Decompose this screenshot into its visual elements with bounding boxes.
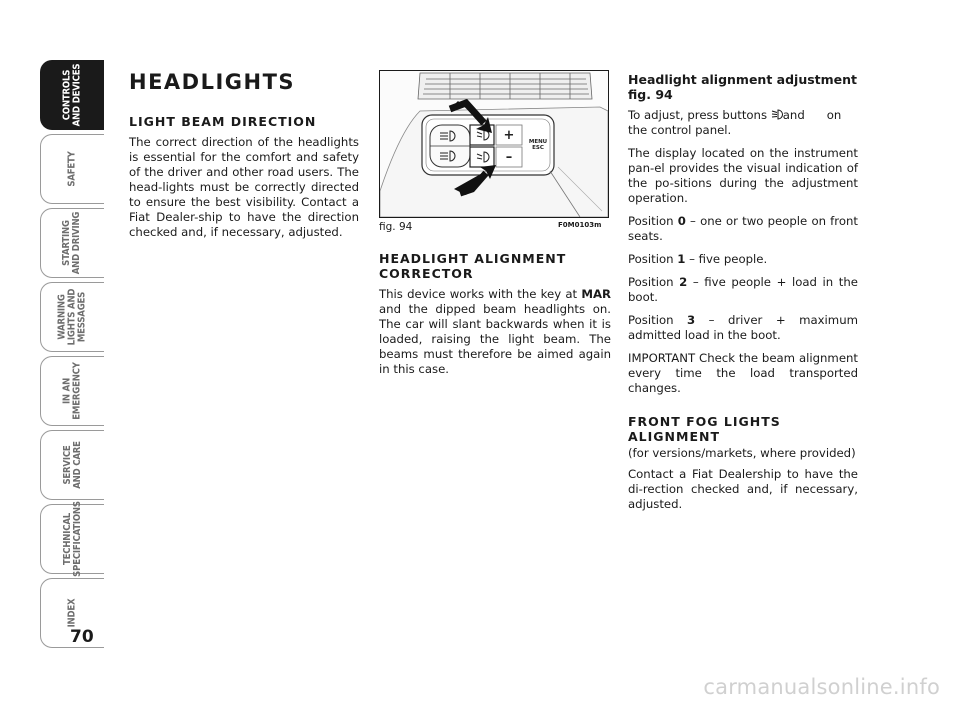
corrector-text-2: and the dipped beam headlights on. The car will slant backwards when it is loaded, raising the light beam. The beams must therefore be aimed again in this case. — [379, 302, 611, 376]
tab-warning-lights[interactable] — [40, 282, 104, 352]
position-2 — [628, 275, 858, 305]
adjust-text-1: To adjust, press buttons — [628, 108, 771, 122]
position-text: – five people + load in the boot. — [628, 275, 858, 304]
position-text: – driver + maximum admitted load in the boot. — [628, 313, 858, 342]
section-heading-fog-lights: FRONT FOG LIGHTS ALIGNMENT — [628, 414, 781, 444]
light-beam-paragraph: The correct direction of the headlights is essential for the comfort and safety of the driver and other road users. The head-lights must be correctly directed to ensure the best visibility. Contact a Fiat Dealer-ship to have the direction checked and, if necessary, adjusted. — [129, 135, 359, 239]
display-paragraph: The display located on the instrument pan-el provides the visual indication of the po-sitions during the adjustment operation. — [628, 146, 858, 205]
page-title: HEADLIGHTS — [129, 70, 296, 94]
control-panel-illustration — [380, 71, 608, 217]
tab-controls-and-devices[interactable] — [40, 60, 104, 130]
adjust-text-and: and — [782, 108, 805, 122]
fog-subtitle: (for versions/markets, where provided) — [628, 446, 856, 460]
tab-label: WARNING LIGHTS AND MESSAGES — [56, 288, 88, 346]
key-position-mar: MAR — [581, 287, 611, 301]
position-number: 2 — [679, 275, 688, 289]
important-paragraph: IMPORTANT Check the beam alignment every time the load transported changes. — [628, 351, 858, 395]
minus-button-label: – — [505, 150, 513, 165]
column-1 — [129, 70, 359, 248]
position-prefix: Position — [628, 275, 680, 289]
tab-safety[interactable] — [40, 134, 104, 204]
tab-in-an-emergency[interactable] — [40, 356, 104, 426]
column-2 — [379, 251, 611, 385]
corrector-paragraph — [379, 287, 611, 377]
position-number: 3 — [687, 313, 696, 327]
section-heading-light-beam: LIGHT BEAM DIRECTION — [129, 114, 317, 129]
column-3 — [628, 72, 858, 520]
corrector-text-1: This device works with the key at — [379, 287, 582, 301]
position-text: – one or two people on front seats. — [628, 214, 858, 243]
tab-label: INDEX — [66, 598, 78, 628]
tab-label: TECHNICAL SPECIFICATIONS — [61, 501, 83, 577]
tab-technical-specifications[interactable] — [40, 501, 104, 577]
tab-label: SERVICE AND CARE — [61, 441, 83, 489]
watermark: carmanualsonline.info — [703, 675, 940, 699]
position-number: 0 — [677, 214, 686, 228]
tab-label: STARTING AND DRIVING — [61, 211, 83, 275]
adjust-text-2: on the control panel. — [628, 108, 842, 137]
tab-label: CONTROLS AND DEVICES — [61, 63, 83, 127]
section-heading-corrector: HEADLIGHT ALIGNMENT CORRECTOR — [379, 251, 567, 281]
figure-caption: fig. 94 — [379, 221, 413, 233]
tab-label: SAFETY — [66, 151, 78, 187]
section-heading-adjustment: Headlight alignment adjustment fig. 94 — [628, 72, 858, 102]
page-number: 70 — [70, 627, 94, 647]
chapter-tabs — [40, 60, 104, 652]
tab-label: IN AN EMERGENCY — [61, 362, 83, 420]
position-1 — [628, 252, 858, 267]
headlight-up-icon — [771, 109, 783, 120]
menu-label-2: ESC — [532, 145, 544, 151]
tab-starting-and-driving[interactable] — [40, 208, 104, 278]
plus-button-label: + — [503, 128, 515, 143]
position-prefix: Position — [628, 252, 678, 266]
figure-94-control-panel — [379, 70, 609, 218]
figure-code: F0M0103m — [558, 221, 602, 229]
menu-label-1: MENU — [528, 139, 548, 145]
position-3 — [628, 313, 858, 343]
position-0 — [628, 214, 858, 244]
adjust-paragraph — [628, 108, 858, 138]
tab-service-and-care[interactable] — [40, 430, 104, 500]
position-text: – five people. — [685, 252, 768, 266]
fog-paragraph: Contact a Fiat Dealership to have the di-rection checked and, if necessary, adjusted. — [628, 467, 858, 511]
position-number: 1 — [677, 252, 686, 266]
position-prefix: Position — [628, 313, 687, 327]
position-prefix: Position — [628, 214, 678, 228]
